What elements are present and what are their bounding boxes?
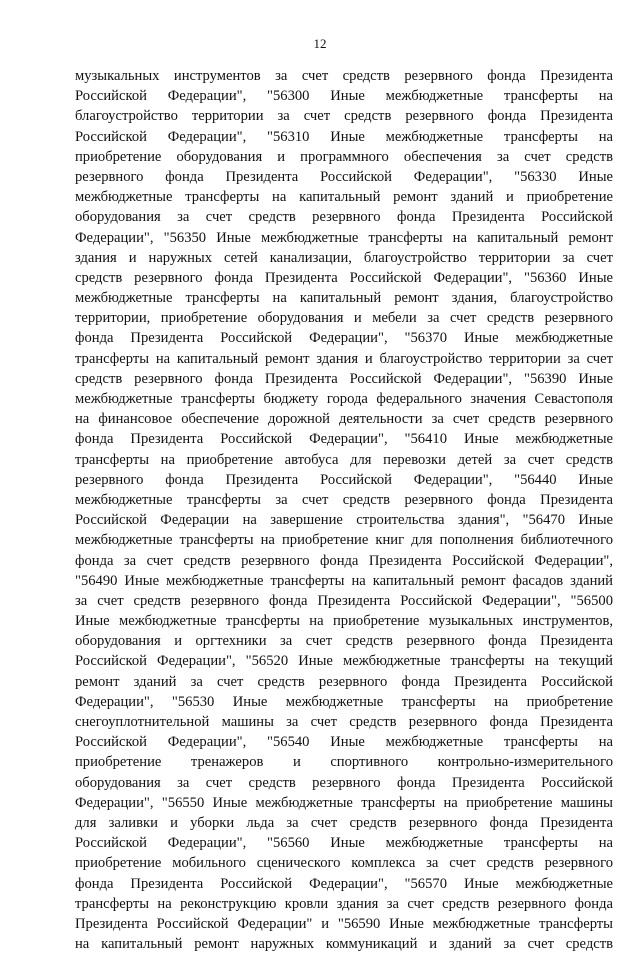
text-line: средств резервного фонда Президента Российской Федерации", "56390 Иные	[75, 370, 613, 387]
text-line: Российской Федерации", "56540 Иные межбюджетные трансферты на	[75, 734, 613, 751]
text-line: межбюджетные трансферты за счет средств резервного фонда Президента	[75, 491, 613, 508]
text-line: Российской Федерации", "56300 Иные межбюджетные трансферты на	[75, 88, 613, 105]
text-line: здания и наружных сетей канализации, благоустройство территории за счет	[75, 249, 613, 266]
text-line: за счет средств резервного фонда Президента Российской Федерации", "56500	[75, 592, 613, 609]
text-line: территории, приобретение оборудования и мебели за счет средств резервного	[75, 310, 613, 327]
text-line: межбюджетные трансферты на капитальный ремонт зданий и приобретение	[75, 189, 613, 206]
text-line: приобретение оборудования и программного обеспечения за счет средств	[75, 148, 613, 165]
text-line: межбюджетные трансферты на капитальный ремонт здания, благоустройство	[75, 290, 613, 307]
text-line: на финансовое обеспечение дорожной деятельности за счет средств резервного	[75, 411, 613, 428]
text-line: Иные межбюджетные трансферты на приобретение музыкальных инструментов,	[75, 613, 613, 630]
page-number: 12	[313, 36, 327, 51]
text-line: трансферты на реконструкцию кровли здания за счет средств резервного фонда	[75, 895, 613, 912]
text-line: для заливки и уборки льда за счет средств резервного фонда Президента	[75, 814, 613, 831]
text-line: трансферты на приобретение автобуса для перевозки детей за счет средств	[75, 451, 613, 468]
text-line: фонда Президента Российской Федерации", "56410 Иные межбюджетные	[75, 431, 613, 448]
text-line: межбюджетные трансферты бюджету города федерального значения Севастополя	[75, 391, 613, 407]
text-line: фонда за счет средств резервного фонда Президента Российской Федерации",	[75, 552, 613, 569]
text-line: Российской Федерации", "56310 Иные межбюджетные трансферты на	[75, 128, 613, 145]
text-line: приобретение тренажеров и спортивного контрольно-измерительного	[75, 754, 613, 771]
text-line: трансферты на капитальный ремонт здания и благоустройство территории за счет	[75, 350, 613, 367]
text-line: Федерации", "56530 Иные межбюджетные трансферты на приобретение	[75, 693, 613, 710]
text-line: межбюджетные трансферты на приобретение книг для пополнения библиотечного	[75, 532, 613, 549]
text-line: благоустройство территории за счет средств резервного фонда Президента	[75, 108, 613, 125]
text-line: фонда Президента Российской Федерации", "56370 Иные межбюджетные	[75, 330, 613, 347]
text-line: Российской Федерации", "56520 Иные межбюджетные трансферты на текущий	[75, 653, 613, 670]
text-line: резервного фонда Президента Российской Федерации", "56440 Иные	[75, 471, 613, 488]
text-line: снегоуплотнительной машины за счет средств резервного фонда Президента	[75, 714, 613, 730]
text-line: "56490 Иные межбюджетные трансферты на капитальный ремонт фасадов зданий	[75, 572, 613, 589]
text-line: фонда Президента Российской Федерации", "56570 Иные межбюджетные	[75, 875, 613, 892]
text-line: оборудования за счет средств резервного фонда Президента Российской	[75, 209, 613, 226]
text-line: Федерации", "56550 Иные межбюджетные трансферты на приобретение машины	[75, 794, 613, 811]
text-line: музыкальных инструментов за счет средств резервного фонда Президента	[75, 68, 613, 84]
text-line: средств резервного фонда Президента Российской Федерации", "56360 Иные	[75, 269, 613, 286]
text-line: Российской Федерации на завершение строительства здания", "56470 Иные	[75, 512, 613, 529]
text-line: Российской Федерации", "56560 Иные межбюджетные трансферты на	[75, 835, 613, 852]
text-line: ремонт зданий за счет средств резервного фонда Президента Российской	[75, 673, 613, 690]
text-line: на капитальный ремонт наружных коммуникаций и зданий за счет средств	[75, 936, 613, 953]
text-line: оборудования и оргтехники за счет средств резервного фонда Президента	[75, 633, 613, 650]
text-line: оборудования за счет средств резервного фонда Президента Российской	[75, 774, 613, 791]
body-paragraph	[75, 66, 613, 954]
text-line: резервного фонда Президента Российской Федерации", "56330 Иные	[75, 168, 613, 185]
text-line: Президента Российской Федерации" и "56590 Иные межбюджетные трансферты	[75, 915, 613, 932]
text-line: Федерации", "56350 Иные межбюджетные трансферты на капитальный ремонт	[75, 229, 613, 246]
text-line: приобретение мобильного сценического комплекса за счет средств резервного	[75, 855, 613, 872]
